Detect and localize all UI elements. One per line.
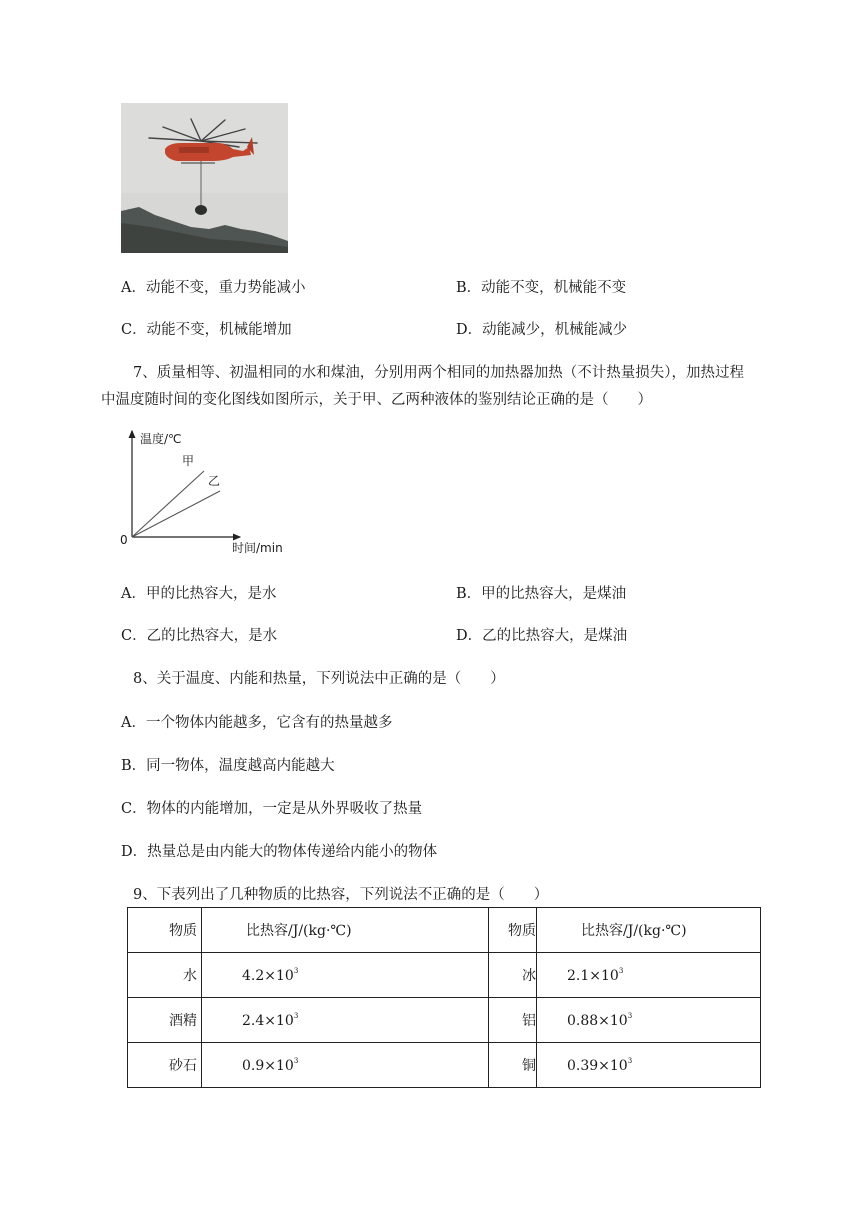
header-substance-1: 物质 — [169, 923, 197, 939]
table-header-row — [128, 908, 761, 953]
substance-cell: 冰 — [522, 968, 536, 984]
table-row — [128, 1043, 761, 1088]
series-yi-line — [132, 491, 220, 537]
q7-option-d: D．乙的比热容大，是煤油 — [456, 628, 628, 644]
q7-stem-line1: 7、质量相等、初温相同的水和煤油，分别用两个相同的加热器加热（不计热量损失），加热过程 — [133, 365, 744, 381]
capacity-cell: 0.88×10 — [567, 1012, 628, 1029]
substance-cell: 砂石 — [169, 1058, 197, 1074]
q6-option-d: D．动能减少，机械能减少 — [456, 322, 628, 338]
q8-stem: 8、关于温度、内能和热量，下列说法中正确的是（ ） — [133, 671, 505, 687]
exponent: 3 — [293, 1011, 299, 1020]
q8-option-b: B．同一物体，温度越高内能越大 — [121, 758, 335, 774]
q8-option-a: A．一个物体内能越多，它含有的热量越多 — [121, 715, 393, 731]
specific-heat-table — [127, 907, 761, 1088]
capacity-cell: 0.9×10 — [242, 1057, 294, 1074]
exponent: 3 — [627, 1011, 633, 1020]
q6-option-a: A．动能不变，重力势能减小 — [121, 280, 306, 296]
temperature-time-graph — [118, 425, 293, 557]
graph-label-yi: 乙 — [208, 474, 221, 488]
graph-origin: 0 — [120, 533, 128, 547]
graph-xlabel: 时间/min — [232, 541, 283, 555]
exponent: 3 — [618, 966, 624, 975]
q8-option-c: C．物体的内能增加，一定是从外界吸收了热量 — [121, 801, 423, 817]
table-row — [128, 953, 761, 998]
q7-stem-line2: 中温度随时间的变化图线如图所示，关于甲、乙两种液体的鉴别结论正确的是（ ） — [101, 392, 652, 408]
exponent: 3 — [627, 1056, 633, 1065]
capacity-cell: 0.39×10 — [567, 1057, 628, 1074]
exponent: 3 — [293, 1056, 299, 1065]
graph-label-jia: 甲 — [182, 454, 195, 468]
substance-cell: 铜 — [522, 1058, 536, 1074]
substance-cell: 水 — [183, 968, 197, 984]
header-capacity-1: 比热容/J/(kg·℃) — [202, 908, 489, 953]
q9-stem: 9、下表列出了几种物质的比热容，下列说法不正确的是（ ） — [133, 887, 549, 903]
capacity-cell: 2.4×10 — [242, 1012, 294, 1029]
exponent: 3 — [293, 966, 299, 975]
header-capacity-2: 比热容/J/(kg·℃) — [537, 908, 761, 953]
q6-option-b: B．动能不变，机械能不变 — [456, 280, 627, 296]
header-substance-2: 物质 — [508, 923, 536, 939]
graph-ylabel: 温度/℃ — [140, 432, 182, 446]
q7-option-c: C．乙的比热容大，是水 — [121, 628, 278, 644]
q7-option-b: B．甲的比热容大，是煤油 — [456, 586, 627, 602]
table-row — [128, 998, 761, 1043]
q6-option-c: C．动能不变，机械能增加 — [121, 322, 292, 338]
substance-cell: 酒精 — [169, 1013, 197, 1029]
q7-option-a: A．甲的比热容大，是水 — [121, 586, 277, 602]
substance-cell: 铝 — [522, 1013, 536, 1029]
capacity-cell: 4.2×10 — [242, 967, 294, 984]
q8-option-d: D．热量总是由内能大的物体传递给内能小的物体 — [121, 844, 438, 860]
helicopter-photo — [121, 103, 288, 253]
capacity-cell: 2.1×10 — [567, 967, 619, 984]
series-jia-line — [132, 471, 204, 537]
